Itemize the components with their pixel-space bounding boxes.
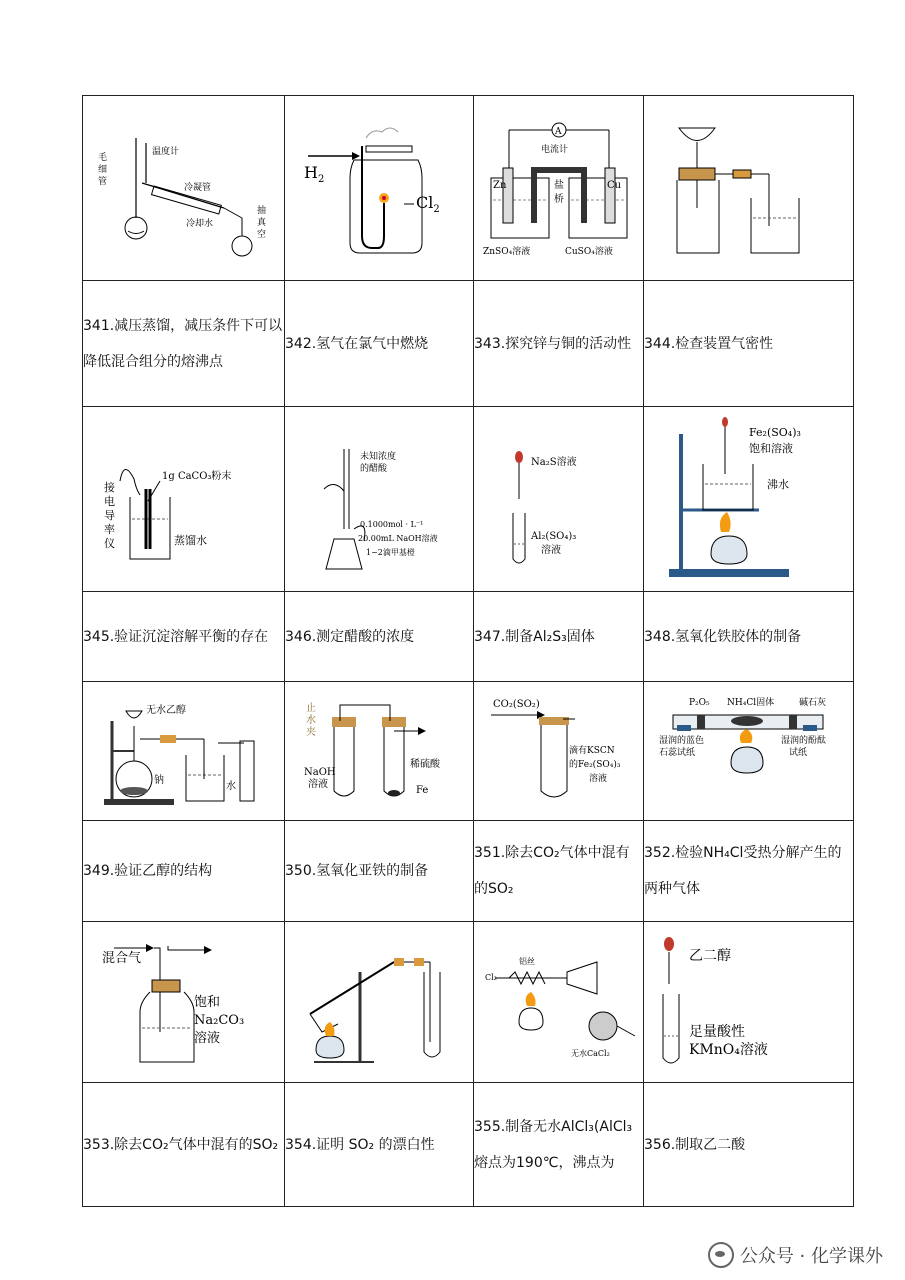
figure-344 xyxy=(644,96,854,281)
svg-text:Fe: Fe xyxy=(416,785,429,796)
cell-354: 354.证明 SO₂ 的漂白性 xyxy=(285,1083,474,1207)
svg-text:CO₂(SO₂): CO₂(SO₂) xyxy=(492,699,540,710)
label-znso4: ZnSO₄溶液 xyxy=(482,247,530,257)
svg-text:Cl₂: Cl₂ xyxy=(484,973,497,982)
figure-351 xyxy=(474,682,644,821)
svg-text:铝丝: 铝丝 xyxy=(518,957,535,966)
svg-text:无水乙醇: 无水乙醇 xyxy=(145,705,186,716)
svg-text:饱和溶液: 饱和溶液 xyxy=(748,442,793,455)
svg-text:湿润的酚酞试纸: 湿润的酚酞试纸 xyxy=(780,736,826,758)
svg-text:Fe₂(SO₄)₃: Fe₂(SO₄)₃ xyxy=(748,426,801,439)
figure-352 xyxy=(644,682,854,821)
svg-text:碱石灰: 碱石灰 xyxy=(798,698,826,708)
label-cl2: $Cl_2$ xyxy=(416,193,440,215)
svg-text:滴有KSCN: 滴有KSCN xyxy=(568,746,615,756)
cell-351: 351.除去CO₂气体中混有的SO₂ xyxy=(474,821,644,922)
cell-349: 349.验证乙醇的结构 xyxy=(83,821,285,922)
label-cuso4: CuSO₄溶液 xyxy=(564,247,613,257)
cell-344: 344.检查装置气密性 xyxy=(644,281,854,407)
figure-342 xyxy=(285,96,474,281)
svg-text:沸水: 沸水 xyxy=(766,478,789,491)
svg-text:乙二醇: 乙二醇 xyxy=(688,948,731,964)
svg-text:湿润的蓝色石蕊试纸: 湿润的蓝色石蕊试纸 xyxy=(658,736,704,758)
svg-text:的Fe₂(SO₄)₃: 的Fe₂(SO₄)₃ xyxy=(568,760,620,770)
svg-text:稀硫酸: 稀硫酸 xyxy=(410,759,440,770)
svg-text:钠: 钠 xyxy=(153,775,164,786)
svg-text:止水夹: 止水夹 xyxy=(306,703,316,738)
cell-346: 346.测定醋酸的浓度 xyxy=(285,592,474,682)
watermark xyxy=(708,1242,883,1268)
figure-356 xyxy=(644,922,854,1083)
label-capillary: 毛细管 xyxy=(97,153,107,187)
figure-350 xyxy=(285,682,474,821)
label-cu: Cu xyxy=(606,180,621,191)
svg-text:KMnO₄溶液: KMnO₄溶液 xyxy=(688,1042,768,1058)
figure-346 xyxy=(285,407,474,592)
cell-353: 353.除去CO₂气体中混有的SO₂ xyxy=(83,1083,285,1207)
svg-text:盐桥: 盐桥 xyxy=(553,180,564,205)
experiment-table xyxy=(82,95,854,1207)
svg-text:溶液: 溶液 xyxy=(588,774,607,784)
cell-356: 356.制取乙二酸 xyxy=(644,1083,854,1207)
svg-text:Al₂(SO₄)₃: Al₂(SO₄)₃ xyxy=(530,531,576,542)
svg-text:溶液: 溶液 xyxy=(193,1031,220,1046)
cell-347: 347.制备Al₂S₃固体 xyxy=(474,592,644,682)
wechat-icon xyxy=(708,1242,734,1268)
label-thermometer: 温度计 xyxy=(151,147,179,157)
label-cooling-water: 冷却水 xyxy=(185,219,213,229)
svg-text:Na₂CO₃: Na₂CO₃ xyxy=(193,1013,244,1028)
svg-text:抽真空: 抽真空 xyxy=(256,206,266,240)
svg-text:未知浓度的醋酸: 未知浓度的醋酸 xyxy=(360,452,397,474)
svg-text:溶液: 溶液 xyxy=(540,545,561,556)
figure-343 xyxy=(474,96,644,281)
cell-345: 345.验证沉淀溶解平衡的存在 xyxy=(83,592,285,682)
label-water-345: 蒸馏水 xyxy=(173,534,207,547)
cell-352: 352.检验NH₄Cl受热分解产生的两种气体 xyxy=(644,821,854,922)
figure-353 xyxy=(83,922,285,1083)
label-h2: $H_2$ xyxy=(304,163,325,185)
figure-355 xyxy=(474,922,644,1083)
label-galvanometer: 电流计 xyxy=(540,145,568,155)
cell-342: 342.氢气在氯气中燃烧 xyxy=(285,281,474,407)
svg-text:20.00mL NaOH溶液: 20.00mL NaOH溶液 xyxy=(358,534,438,543)
figure-349 xyxy=(83,682,285,821)
label-ammeter: A xyxy=(554,127,561,137)
watermark-text: 公众号 · 化学课外 xyxy=(739,1246,883,1267)
svg-text:0.1000mol · L⁻¹: 0.1000mol · L⁻¹ xyxy=(360,520,424,529)
figure-354 xyxy=(285,922,474,1083)
svg-text:1~2滴甲基橙: 1~2滴甲基橙 xyxy=(366,548,415,557)
svg-text:水: 水 xyxy=(225,781,236,792)
svg-text:P₂O₅: P₂O₅ xyxy=(688,698,710,708)
cell-355: 355.制备无水AlCl₃(AlCl₃熔点为190℃，沸点为 xyxy=(474,1083,644,1207)
figure-345 xyxy=(83,407,285,592)
svg-text:无水CaCl₂: 无水CaCl₂ xyxy=(570,1049,610,1058)
label-caco3: 1g CaCO₃粉末 xyxy=(161,471,231,482)
cell-343: 343.探究锌与铜的活动性 xyxy=(474,281,644,407)
cell-341: 341.减压蒸馏，减压条件下可以降低混合组分的熔沸点 xyxy=(83,281,285,407)
svg-text:接电导率仪: 接电导率仪 xyxy=(103,481,115,550)
figure-341 xyxy=(83,96,285,281)
label-condenser: 冷凝管 xyxy=(183,183,211,193)
figure-347 xyxy=(474,407,644,592)
svg-text:足量酸性: 足量酸性 xyxy=(688,1024,745,1040)
svg-text:混合气: 混合气 xyxy=(101,951,141,966)
label-zn: Zn xyxy=(492,180,506,191)
cell-348: 348.氢氧化铁胶体的制备 xyxy=(644,592,854,682)
svg-text:NaOH溶液: NaOH 溶液 xyxy=(304,767,336,790)
svg-text:饱和: 饱和 xyxy=(193,995,220,1010)
figure-348 xyxy=(644,407,854,592)
svg-text:NH₄Cl固体: NH₄Cl固体 xyxy=(726,698,774,708)
svg-text:Na₂S溶液: Na₂S溶液 xyxy=(530,457,577,468)
cell-350: 350.氢氧化亚铁的制备 xyxy=(285,821,474,922)
